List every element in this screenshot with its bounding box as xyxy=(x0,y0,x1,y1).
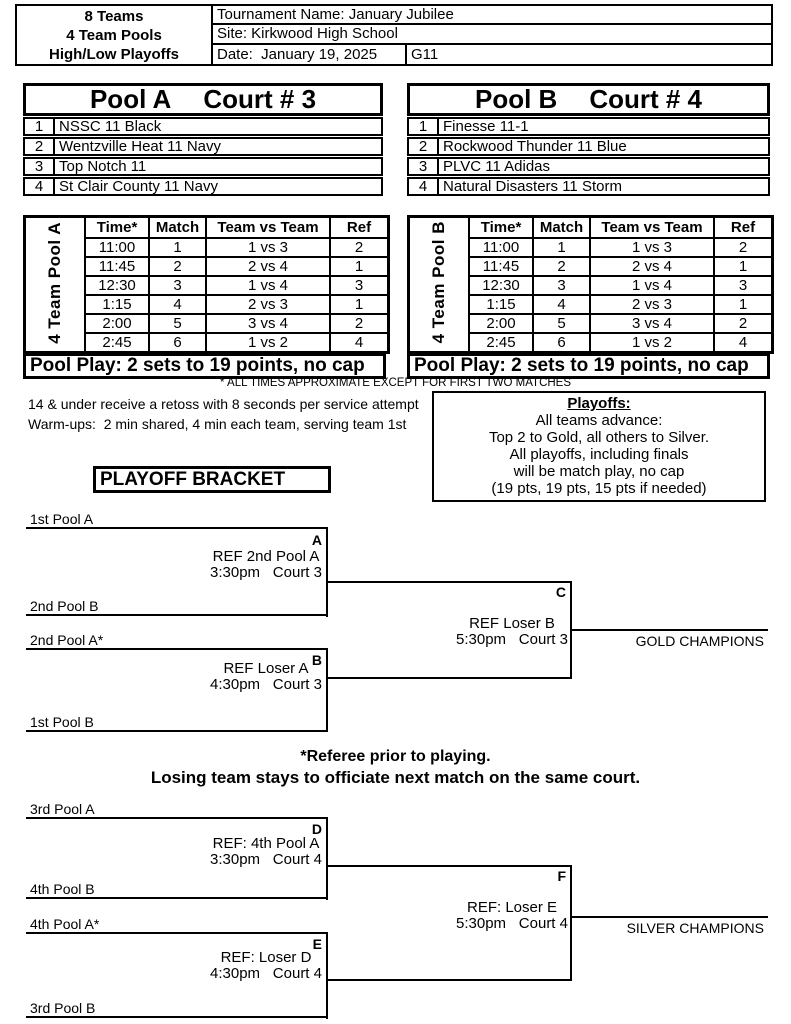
match-time: 3:30pm xyxy=(210,851,261,868)
format-teams: 8 Teams xyxy=(84,7,144,25)
format-summary xyxy=(17,6,213,64)
team-row xyxy=(23,117,383,136)
match-ref-assignment: REF 2nd Pool A xyxy=(212,548,320,565)
team-name: Rockwood Thunder 11 Blue xyxy=(443,138,627,155)
times-approx-note: * ALL TIMES APPROXIMATE EXCEPT FOR FIRST TWO MATCHES xyxy=(219,377,572,389)
match-info-c xyxy=(456,616,568,648)
match-ref: 1 xyxy=(330,257,389,276)
team-name: Wentzville Heat 11 Navy xyxy=(59,138,222,155)
column-header-ref: Ref xyxy=(714,217,773,239)
team-row xyxy=(407,117,770,136)
match-letter-d: D xyxy=(311,821,322,837)
playoffs-line: (19 pts, 19 pts, 15 pts if needed) xyxy=(491,480,707,497)
match-ref: 3 xyxy=(714,276,773,295)
match-time: 11:45 xyxy=(469,257,533,276)
match-time: 12:30 xyxy=(469,276,533,295)
pool-b-court: Court # 4 xyxy=(589,84,703,114)
format-playoffs: High/Low Playoffs xyxy=(48,45,179,63)
match-number: 5 xyxy=(533,314,590,333)
match-time: 2:45 xyxy=(469,333,533,353)
bracket-line xyxy=(326,933,328,1019)
match-info-f xyxy=(456,900,568,932)
match-number: 3 xyxy=(533,276,590,295)
rotated-pool-label: 4 Team Pool A xyxy=(25,217,86,353)
match-court: Court 3 xyxy=(518,631,568,648)
seed-slot-silver-1: 3rd Pool A xyxy=(26,801,328,819)
match-ref-assignment: REF: Loser E xyxy=(466,899,558,916)
tournament-name: Tournament Name: January Jubilee xyxy=(213,6,771,25)
match-number: 2 xyxy=(533,257,590,276)
champion-label-gold: GOLD CHAMPIONS xyxy=(635,633,764,649)
match-number: 1 xyxy=(149,238,206,257)
site-name: Site: Kirkwood High School xyxy=(213,25,771,44)
playoffs-title: Playoffs: xyxy=(567,395,631,412)
match-time: 5:30pm xyxy=(456,915,507,932)
match-time: 3:30pm xyxy=(210,564,261,581)
pool-b-name: Pool B xyxy=(474,84,558,114)
pool-a-title xyxy=(23,83,383,116)
seed-slot-gold-1: 1st Pool A xyxy=(26,511,328,529)
bracket-line xyxy=(326,649,328,732)
match-time: 2:45 xyxy=(85,333,149,353)
team-name: NSSC 11 Black xyxy=(59,118,162,135)
match-teams: 1 vs 4 xyxy=(590,276,714,295)
match-court: Court 3 xyxy=(272,564,322,581)
match-court: Court 4 xyxy=(518,915,568,932)
seed-slot-silver-2: 4th Pool B xyxy=(26,881,328,899)
team-row xyxy=(407,157,770,176)
warmups-note: Warm-ups: 2 min shared, 4 min each team, serving team 1st xyxy=(28,416,407,432)
match-court: Court 3 xyxy=(272,676,322,693)
match-info-b xyxy=(210,661,322,693)
match-ref-assignment: REF Loser A xyxy=(223,660,309,677)
seed-slot-gold-3: 2nd Pool A* xyxy=(26,632,328,650)
date-field: Date: January 19, 2025 xyxy=(213,45,407,64)
match-teams: 1 vs 4 xyxy=(206,276,330,295)
match-teams: 1 vs 2 xyxy=(206,333,330,353)
team-row xyxy=(23,137,383,156)
team-name: PLVC 11 Adidas xyxy=(443,158,551,175)
match-number: 4 xyxy=(149,295,206,314)
pool-b-box xyxy=(407,83,770,196)
match-number: 6 xyxy=(149,333,206,353)
match-ref: 1 xyxy=(330,295,389,314)
bracket-line xyxy=(328,677,572,679)
match-time: 2:00 xyxy=(469,314,533,333)
match-teams: 1 vs 2 xyxy=(590,333,714,353)
match-number: 2 xyxy=(149,257,206,276)
match-info-d xyxy=(210,836,322,868)
champion-label-silver: SILVER CHAMPIONS xyxy=(626,920,764,936)
match-teams: 2 vs 4 xyxy=(206,257,330,276)
match-info-e xyxy=(210,950,322,982)
seed-number: 3 xyxy=(409,159,439,174)
match-ref: 4 xyxy=(330,333,389,353)
seed-slot-silver-4: 3rd Pool B xyxy=(26,1000,328,1018)
pool-play-note: Pool Play: 2 sets to 19 points, no cap xyxy=(407,353,770,379)
match-court: Court 4 xyxy=(272,965,322,982)
bracket-line xyxy=(328,865,572,867)
playoffs-line: All playoffs, including finals xyxy=(509,446,689,463)
match-number: 1 xyxy=(533,238,590,257)
seed-slot-gold-2: 2nd Pool B xyxy=(26,598,328,616)
seed-number: 1 xyxy=(409,119,439,134)
header-table xyxy=(15,4,773,66)
pool-b-title xyxy=(407,83,770,116)
match-ref: 3 xyxy=(330,276,389,295)
seed-number: 2 xyxy=(409,139,439,154)
match-ref: 1 xyxy=(714,295,773,314)
match-time: 12:30 xyxy=(85,276,149,295)
match-ref-assignment: REF: Loser D xyxy=(220,949,312,966)
pool-play-note: Pool Play: 2 sets to 19 points, no cap xyxy=(23,353,386,379)
match-number: 4 xyxy=(533,295,590,314)
column-header-teams: Team vs Team xyxy=(206,217,330,239)
match-ref: 4 xyxy=(714,333,773,353)
team-row xyxy=(407,137,770,156)
bracket-line xyxy=(326,528,328,617)
playoffs-line: Top 2 to Gold, all others to Silver. xyxy=(488,429,710,446)
column-header-teams: Team vs Team xyxy=(590,217,714,239)
match-teams: 2 vs 3 xyxy=(590,295,714,314)
seed-slot-gold-4: 1st Pool B xyxy=(26,714,328,732)
match-time: 11:00 xyxy=(85,238,149,257)
column-header-ref: Ref xyxy=(330,217,389,239)
match-ref: 2 xyxy=(714,314,773,333)
seed-number: 4 xyxy=(25,179,55,194)
column-header-match: Match xyxy=(149,217,206,239)
match-teams: 2 vs 4 xyxy=(590,257,714,276)
match-time: 1:15 xyxy=(85,295,149,314)
match-ref: 2 xyxy=(714,238,773,257)
match-time: 11:45 xyxy=(85,257,149,276)
seed-number: 2 xyxy=(25,139,55,154)
team-row xyxy=(407,177,770,196)
match-ref-assignment: REF: 4th Pool A xyxy=(212,835,320,852)
match-time: 2:00 xyxy=(85,314,149,333)
match-ref: 2 xyxy=(330,314,389,333)
match-teams: 2 vs 3 xyxy=(206,295,330,314)
pool-a-court: Court # 3 xyxy=(203,84,317,114)
playoffs-line: All teams advance: xyxy=(535,412,663,429)
match-teams: 3 vs 4 xyxy=(206,314,330,333)
team-name: Top Notch 11 xyxy=(59,158,147,175)
match-number: 6 xyxy=(533,333,590,353)
team-name: Finesse 11-1 xyxy=(443,118,529,135)
match-number: 3 xyxy=(149,276,206,295)
match-number: 5 xyxy=(149,314,206,333)
header-details xyxy=(213,6,771,64)
seed-number: 4 xyxy=(409,179,439,194)
schedule-pool-b xyxy=(407,215,770,379)
team-row xyxy=(23,177,383,196)
column-header-time: Time* xyxy=(469,217,533,239)
seed-slot-silver-3: 4th Pool A* xyxy=(26,916,328,934)
referee-note-1: *Referee prior to playing. xyxy=(300,748,491,765)
schedule-table xyxy=(407,215,774,354)
team-name: Natural Disasters 11 Storm xyxy=(443,178,622,195)
match-teams: 1 vs 3 xyxy=(206,238,330,257)
seed-number: 3 xyxy=(25,159,55,174)
bracket-line xyxy=(570,865,572,981)
playoffs-line: will be match play, no cap xyxy=(513,463,685,480)
bracket-line xyxy=(328,581,572,583)
match-court: Court 4 xyxy=(272,851,322,868)
match-ref: 2 xyxy=(330,238,389,257)
match-time: 11:00 xyxy=(469,238,533,257)
match-ref: 1 xyxy=(714,257,773,276)
match-letter-b: B xyxy=(311,652,322,668)
division-code: G11 xyxy=(411,45,439,63)
playoff-bracket-title: PLAYOFF BRACKET xyxy=(93,466,331,493)
match-time: 5:30pm xyxy=(456,631,507,648)
match-teams: 3 vs 4 xyxy=(590,314,714,333)
match-teams: 1 vs 3 xyxy=(590,238,714,257)
match-letter-a: A xyxy=(311,532,322,548)
seed-number: 1 xyxy=(25,119,55,134)
match-ref-assignment: REF Loser B xyxy=(469,615,555,632)
team-name: St Clair County 11 Navy xyxy=(59,178,218,195)
column-header-time: Time* xyxy=(85,217,149,239)
match-letter-e: E xyxy=(312,936,322,952)
pool-a-name: Pool A xyxy=(89,84,172,114)
bracket-line xyxy=(572,629,768,631)
retoss-note: 14 & under receive a retoss with 8 seconds per service attempt xyxy=(28,396,419,412)
rotated-pool-label: 4 Team Pool B xyxy=(409,217,470,353)
match-letter-c: C xyxy=(555,584,566,600)
bracket-line xyxy=(328,979,572,981)
referee-note-2: Losing team stays to officiate next match on the same court. xyxy=(150,768,641,787)
match-time: 4:30pm xyxy=(210,965,261,982)
team-row xyxy=(23,157,383,176)
match-time: 4:30pm xyxy=(210,676,261,693)
bracket-line xyxy=(326,818,328,900)
match-info-a xyxy=(210,549,322,581)
pool-a-box xyxy=(23,83,383,196)
column-header-match: Match xyxy=(533,217,590,239)
match-letter-f: F xyxy=(557,868,566,884)
bracket-line xyxy=(572,916,768,918)
date-row xyxy=(213,45,771,64)
schedule-pool-a xyxy=(23,215,386,379)
format-pools: 4 Team Pools xyxy=(66,26,162,44)
schedule-table xyxy=(23,215,390,354)
match-time: 1:15 xyxy=(469,295,533,314)
playoffs-info-box xyxy=(432,391,766,502)
